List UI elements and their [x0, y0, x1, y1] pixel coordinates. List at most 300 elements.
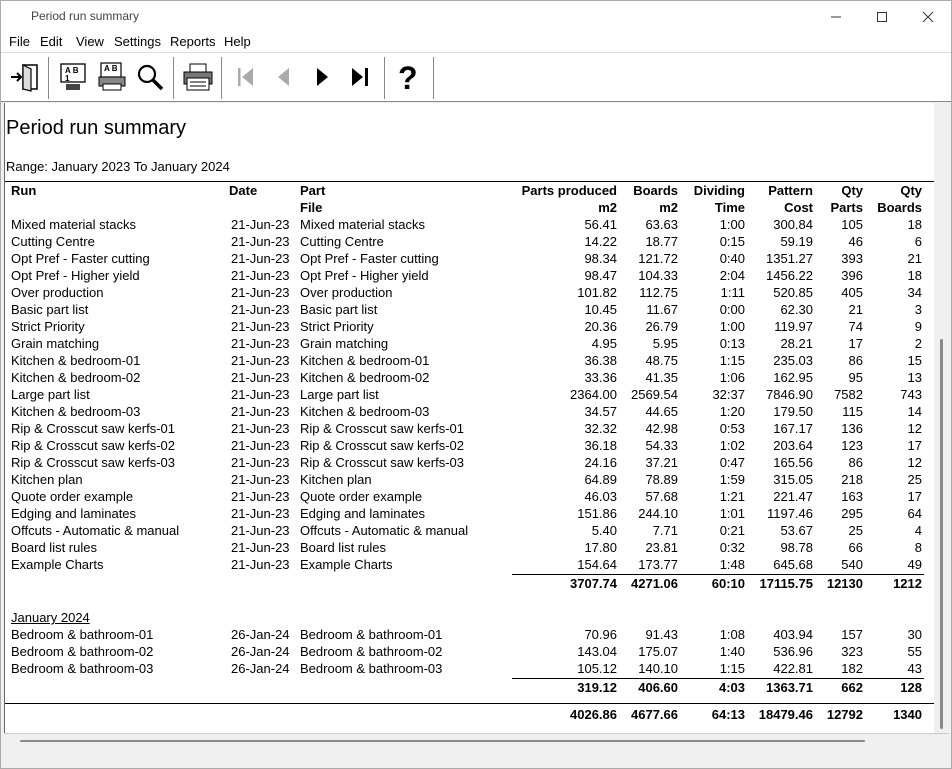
- zoom-icon: [135, 62, 165, 92]
- cell-date: 21-Jun-23: [231, 506, 290, 521]
- maximize-button[interactable]: [859, 1, 905, 32]
- minimize-button[interactable]: [813, 1, 859, 32]
- window-title: Period run summary: [31, 9, 140, 23]
- header-run: Run: [11, 183, 37, 198]
- cell-boards: 26.79: [645, 319, 678, 334]
- cell-qparts: 95: [848, 370, 863, 385]
- cell-parts: 151.86: [577, 506, 617, 521]
- cell-date: 21-Jun-23: [231, 336, 290, 351]
- menu-bar: [1, 32, 951, 53]
- cell-qboards: 43: [907, 661, 922, 676]
- cell-qboards: 9: [914, 319, 922, 334]
- cell-boards: 37.21: [645, 455, 678, 470]
- cell-qboards: 30: [907, 627, 922, 642]
- header-qty-parts: Qty: [841, 183, 863, 198]
- cell-qboards: 17: [907, 438, 922, 453]
- cell-part: Bedroom & bathroom-02: [300, 644, 443, 659]
- cell-run: Grain matching: [11, 336, 100, 351]
- cell-date: 21-Jun-23: [231, 319, 290, 334]
- cell-run: Edging and laminates: [11, 506, 137, 521]
- total-boards: 4677.66: [631, 707, 678, 722]
- printer-icon: [182, 62, 214, 92]
- menu-file[interactable]: File: [9, 34, 30, 49]
- zoom-button[interactable]: [133, 59, 167, 95]
- total-cost: 17115.75: [759, 576, 813, 591]
- cell-time: 1:21: [719, 489, 745, 504]
- cell-run: Bedroom & bathroom-02: [11, 644, 154, 659]
- cell-date: 26-Jan-24: [231, 644, 290, 659]
- cell-cost: 162.95: [773, 370, 813, 385]
- cell-parts: 20.36: [584, 319, 617, 334]
- cell-qparts: 123: [841, 438, 863, 453]
- cell-time: 0:53: [719, 421, 745, 436]
- cell-part: Cutting Centre: [300, 234, 384, 249]
- cell-run: Mixed material stacks: [11, 217, 136, 232]
- cell-date: 26-Jan-24: [231, 661, 290, 676]
- toolbar-separator: [173, 57, 174, 99]
- menu-help[interactable]: Help: [224, 34, 251, 49]
- cell-cost: 1456.22: [766, 268, 813, 283]
- cell-time: 1:00: [719, 319, 745, 334]
- cell-part: Bedroom & bathroom-03: [300, 661, 443, 676]
- svg-text:A B: A B: [65, 66, 79, 75]
- cell-boards: 7.71: [652, 523, 678, 538]
- cell-qparts: 136: [841, 421, 863, 436]
- print-preview-icon: [58, 62, 88, 92]
- toolbar-separator: [221, 57, 222, 99]
- cell-parts: 2364.00: [570, 387, 617, 402]
- total-parts: 4026.86: [570, 707, 617, 722]
- cell-cost: 403.94: [773, 627, 813, 642]
- cell-cost: 235.03: [773, 353, 813, 368]
- total-qboards: 128: [900, 680, 922, 695]
- print-button[interactable]: [181, 59, 215, 95]
- cell-parts: 36.18: [584, 438, 617, 453]
- cell-qparts: 540: [841, 557, 863, 572]
- cell-qparts: 66: [848, 540, 863, 555]
- total-qboards: 1212: [893, 576, 922, 591]
- cell-qparts: 218: [841, 472, 863, 487]
- cell-time: 1:08: [719, 627, 745, 642]
- header-pattern: Pattern: [768, 183, 813, 198]
- cell-time: 0:13: [719, 336, 745, 351]
- cell-parts: 154.64: [577, 557, 617, 572]
- cell-qboards: 64: [907, 506, 922, 521]
- cell-qboards: 3: [914, 302, 922, 317]
- cell-parts: 4.95: [591, 336, 617, 351]
- cell-qboards: 4: [914, 523, 922, 538]
- cell-run: Board list rules: [11, 540, 97, 555]
- next-page-button[interactable]: [305, 59, 339, 95]
- total-qparts: 662: [841, 680, 863, 695]
- cell-qparts: 7582: [834, 387, 863, 402]
- cell-time: 2:04: [719, 268, 745, 283]
- total-time: 60:10: [711, 576, 745, 591]
- cell-qparts: 46: [848, 234, 863, 249]
- cell-date: 21-Jun-23: [231, 353, 290, 368]
- header-date: Date: [229, 183, 258, 198]
- grand-total-rule: [5, 703, 934, 704]
- cell-run: Rip & Crosscut saw kerfs-01: [11, 421, 175, 436]
- cell-cost: 422.81: [773, 661, 813, 676]
- vertical-scroll-thumb[interactable]: [940, 339, 943, 729]
- cell-run: Opt Pref - Higher yield: [11, 268, 140, 283]
- cell-qboards: 34: [907, 285, 922, 300]
- cell-parts: 10.45: [584, 302, 617, 317]
- header-parts-unit: m2: [598, 200, 617, 215]
- cell-cost: 165.56: [773, 455, 813, 470]
- cell-qparts: 396: [841, 268, 863, 283]
- cell-date: 21-Jun-23: [231, 285, 290, 300]
- help-button[interactable]: [391, 59, 425, 95]
- cell-qparts: 21: [848, 302, 863, 317]
- cell-part: Offcuts - Automatic & manual: [300, 523, 469, 538]
- total-parts: 319.12: [577, 680, 617, 695]
- cell-run: Rip & Crosscut saw kerfs-02: [11, 438, 175, 453]
- cell-qboards: 15: [907, 353, 922, 368]
- cell-parts: 46.03: [584, 489, 617, 504]
- header-boards-unit: m2: [659, 200, 678, 215]
- last-page-button[interactable]: [344, 59, 378, 95]
- menu-view[interactable]: View: [76, 34, 104, 49]
- cell-qparts: 86: [848, 353, 863, 368]
- total-cost: 18479.46: [758, 707, 813, 722]
- cell-date: 21-Jun-23: [231, 234, 290, 249]
- cell-parts: 70.96: [584, 627, 617, 642]
- cell-date: 21-Jun-23: [231, 387, 290, 402]
- cell-part: Kitchen plan: [300, 472, 372, 487]
- cell-qboards: 25: [907, 472, 922, 487]
- cell-date: 21-Jun-23: [231, 370, 290, 385]
- cell-part: Rip & Crosscut saw kerfs-03: [300, 455, 464, 470]
- toolbar: [1, 53, 951, 102]
- cell-cost: 167.17: [773, 421, 813, 436]
- cell-parts: 24.16: [584, 455, 617, 470]
- horizontal-scrollbar[interactable]: [4, 733, 949, 749]
- cell-boards: 104.33: [638, 268, 678, 283]
- cell-qparts: 157: [841, 627, 863, 642]
- cell-qparts: 105: [841, 217, 863, 232]
- cell-part: Grain matching: [300, 336, 389, 351]
- exit-icon: [9, 62, 41, 92]
- toolbar-separator: [384, 57, 385, 99]
- cell-cost: 119.97: [774, 319, 813, 334]
- cell-boards: 5.95: [652, 336, 678, 351]
- cell-run: Over production: [11, 285, 104, 300]
- horizontal-scroll-thumb[interactable]: [20, 740, 865, 742]
- cell-cost: 315.05: [773, 472, 813, 487]
- cell-date: 21-Jun-23: [231, 421, 290, 436]
- cell-parts: 143.04: [577, 644, 617, 659]
- cell-qparts: 182: [841, 661, 863, 676]
- cell-boards: 48.75: [645, 353, 678, 368]
- cell-parts: 32.32: [584, 421, 617, 436]
- cell-date: 21-Jun-23: [231, 438, 290, 453]
- cell-boards: 91.43: [645, 627, 678, 642]
- cell-qboards: 21: [907, 251, 922, 266]
- cell-parts: 105.12: [577, 661, 617, 676]
- cell-parts: 33.36: [584, 370, 617, 385]
- report-title: Period run summary: [6, 117, 187, 139]
- minimize-icon: [830, 11, 842, 23]
- toolbar-separator: [433, 57, 434, 99]
- cell-part: Opt Pref - Faster cutting: [300, 251, 439, 266]
- cell-boards: 11.67: [646, 302, 678, 317]
- svg-text:1: 1: [65, 74, 70, 83]
- total-qboards: 1340: [893, 707, 922, 722]
- cell-boards: 112.75: [639, 285, 678, 300]
- cell-cost: 7846.90: [766, 387, 813, 402]
- cell-cost: 221.47: [773, 489, 813, 504]
- cell-part: Quote order example: [300, 489, 423, 504]
- cell-run: Strict Priority: [11, 319, 85, 334]
- first-page-button[interactable]: [229, 59, 263, 95]
- cell-qboards: 8: [914, 540, 922, 555]
- cell-run: Kitchen plan: [11, 472, 83, 487]
- cell-boards: 78.89: [645, 472, 678, 487]
- cell-qboards: 49: [907, 557, 922, 572]
- cell-run: Large part list: [11, 387, 90, 402]
- cell-boards: 2569.54: [631, 387, 678, 402]
- group2-label: January 2024: [11, 610, 90, 625]
- previous-page-icon: [271, 64, 297, 90]
- cell-part: Over production: [300, 285, 393, 300]
- cell-time: 0:47: [719, 455, 745, 470]
- cell-part: Kitchen & bedroom-02: [300, 370, 430, 385]
- cell-qboards: 18: [907, 217, 922, 232]
- cell-part: Rip & Crosscut saw kerfs-01: [300, 421, 464, 436]
- cell-part: Bedroom & bathroom-01: [300, 627, 443, 642]
- cell-part: Basic part list: [300, 302, 378, 317]
- cell-qparts: 323: [841, 644, 863, 659]
- cell-boards: 42.98: [645, 421, 678, 436]
- cell-boards: 44.65: [645, 404, 678, 419]
- first-page-icon: [233, 64, 259, 90]
- help-icon: [393, 60, 423, 94]
- cell-qparts: 163: [841, 489, 863, 504]
- print-setup-icon: [97, 62, 127, 92]
- menu-reports[interactable]: Reports: [170, 34, 216, 49]
- total-parts: 3707.74: [570, 576, 617, 591]
- cell-cost: 536.96: [773, 644, 813, 659]
- svg-text:A B: A B: [104, 64, 118, 73]
- cell-time: 0:32: [719, 540, 745, 555]
- cell-time: 0:21: [719, 523, 745, 538]
- cell-qparts: 115: [842, 404, 863, 419]
- last-page-icon: [348, 64, 374, 90]
- toolbar-separator: [48, 57, 49, 99]
- header-qty-boards: Qty: [900, 183, 922, 198]
- cell-qboards: 17: [907, 489, 922, 504]
- cell-part: Board list rules: [300, 540, 386, 555]
- cell-time: 1:00: [719, 217, 745, 232]
- print-setup-button[interactable]: [95, 59, 129, 95]
- cell-boards: 41.35: [645, 370, 678, 385]
- cell-run: Bedroom & bathroom-03: [11, 661, 154, 676]
- cell-part: Kitchen & bedroom-01: [300, 353, 430, 368]
- cell-part: Mixed material stacks: [300, 217, 425, 232]
- cell-time: 1:01: [719, 506, 745, 521]
- previous-page-button[interactable]: [267, 59, 301, 95]
- total-time: 4:03: [718, 680, 745, 695]
- cell-cost: 520.85: [773, 285, 813, 300]
- cell-parts: 17.80: [584, 540, 617, 555]
- cell-boards: 244.10: [638, 506, 678, 521]
- cell-date: 21-Jun-23: [231, 217, 290, 232]
- cell-boards: 23.81: [645, 540, 678, 555]
- cell-boards: 140.10: [638, 661, 678, 676]
- cell-date: 21-Jun-23: [231, 472, 290, 487]
- header-boards-count: Boards: [877, 200, 922, 215]
- cell-date: 21-Jun-23: [231, 302, 290, 317]
- next-page-icon: [309, 64, 335, 90]
- total-boards: 4271.06: [631, 576, 678, 591]
- cell-run: Kitchen & bedroom-02: [11, 370, 141, 385]
- cell-qparts: 74: [848, 319, 863, 334]
- cell-run: Kitchen & bedroom-03: [11, 404, 141, 419]
- cell-time: 1:20: [719, 404, 745, 419]
- cell-run: Kitchen & bedroom-01: [11, 353, 141, 368]
- cell-qboards: 12: [907, 421, 922, 436]
- cell-cost: 53.67: [780, 523, 813, 538]
- cell-qboards: 18: [907, 268, 922, 283]
- cell-cost: 59.19: [780, 234, 813, 249]
- cell-date: 21-Jun-23: [231, 523, 290, 538]
- cell-qboards: 14: [907, 404, 922, 419]
- header-time: Time: [714, 200, 745, 215]
- cell-date: 21-Jun-23: [231, 251, 290, 266]
- cell-boards: 57.68: [645, 489, 678, 504]
- cell-part: Large part list: [300, 387, 379, 402]
- close-button[interactable]: [905, 1, 951, 32]
- cell-time: 0:00: [719, 302, 745, 317]
- cell-part: Opt Pref - Higher yield: [300, 268, 429, 283]
- cell-qparts: 393: [841, 251, 863, 266]
- exit-button[interactable]: [8, 59, 42, 95]
- cell-run: Offcuts - Automatic & manual: [11, 523, 180, 538]
- cell-time: 1:15: [719, 661, 745, 676]
- total-time: 64:13: [711, 707, 745, 722]
- header-cost: Cost: [784, 200, 813, 215]
- cell-run: Rip & Crosscut saw kerfs-03: [11, 455, 175, 470]
- cell-date: 21-Jun-23: [231, 404, 290, 419]
- cell-qparts: 25: [848, 523, 863, 538]
- cell-time: 1:59: [719, 472, 745, 487]
- cell-cost: 62.30: [780, 302, 813, 317]
- cell-run: Opt Pref - Faster cutting: [11, 251, 150, 266]
- cell-date: 21-Jun-23: [231, 540, 290, 555]
- maximize-icon: [876, 11, 888, 23]
- cell-parts: 98.34: [584, 251, 617, 266]
- cell-time: 32:37: [712, 387, 745, 402]
- cell-qboards: 6: [914, 234, 922, 249]
- header-parts-produced: Parts produced: [521, 183, 617, 198]
- header-file: File: [300, 200, 323, 215]
- cell-time: 1:06: [719, 370, 745, 385]
- cell-cost: 300.84: [773, 217, 813, 232]
- cell-part: Edging and laminates: [300, 506, 426, 521]
- report-range: Range: January 2023 To January 2024: [6, 159, 230, 174]
- cell-cost: 179.50: [773, 404, 813, 419]
- cell-qboards: 55: [907, 644, 922, 659]
- cell-boards: 54.33: [645, 438, 678, 453]
- cell-part: Example Charts: [300, 557, 393, 572]
- cell-run: Bedroom & bathroom-01: [11, 627, 154, 642]
- svg-text:?: ?: [398, 60, 418, 94]
- total-qparts: 12130: [826, 576, 863, 591]
- cell-time: 1:15: [719, 353, 745, 368]
- cell-time: 1:48: [719, 557, 745, 572]
- cell-parts: 64.89: [584, 472, 617, 487]
- header-part: Part: [300, 183, 326, 198]
- cell-parts: 14.22: [584, 234, 617, 249]
- print-preview-button[interactable]: [56, 59, 90, 95]
- total-qparts: 12792: [826, 707, 863, 722]
- title-bar: [1, 1, 951, 32]
- cell-cost: 1351.27: [766, 251, 813, 266]
- cell-parts: 5.40: [591, 523, 617, 538]
- close-icon: [922, 11, 934, 23]
- cell-date: 21-Jun-23: [231, 268, 290, 283]
- cell-part: Kitchen & bedroom-03: [300, 404, 430, 419]
- menu-edit[interactable]: Edit: [40, 34, 63, 49]
- cell-cost: 1197.46: [766, 506, 813, 521]
- cell-cost: 28.21: [780, 336, 813, 351]
- cell-qboards: 12: [907, 455, 922, 470]
- cell-cost: 203.64: [773, 438, 813, 453]
- cell-qparts: 86: [848, 455, 863, 470]
- cell-part: Strict Priority: [300, 319, 374, 334]
- header-boards: Boards: [633, 183, 678, 198]
- cell-date: 21-Jun-23: [231, 455, 290, 470]
- cell-run: Example Charts: [11, 557, 104, 572]
- cell-boards: 175.07: [638, 644, 678, 659]
- cell-parts: 101.82: [577, 285, 617, 300]
- cell-time: 1:02: [719, 438, 745, 453]
- cell-date: 21-Jun-23: [231, 557, 290, 572]
- cell-boards: 121.72: [638, 251, 678, 266]
- cell-qparts: 17: [848, 336, 863, 351]
- cell-boards: 63.63: [645, 217, 678, 232]
- cell-date: 21-Jun-23: [231, 489, 290, 504]
- cell-parts: 36.38: [584, 353, 617, 368]
- total-boards: 406.60: [638, 680, 678, 695]
- report-view: [4, 103, 934, 733]
- cell-time: 1:11: [720, 285, 745, 300]
- cell-qparts: 295: [841, 506, 863, 521]
- cell-parts: 56.41: [584, 217, 617, 232]
- cell-cost: 98.78: [780, 540, 813, 555]
- cell-time: 0:40: [719, 251, 745, 266]
- cell-boards: 18.77: [645, 234, 678, 249]
- cell-time: 0:15: [719, 234, 745, 249]
- cell-run: Basic part list: [11, 302, 89, 317]
- cell-qparts: 405: [841, 285, 863, 300]
- cell-run: Quote order example: [11, 489, 134, 504]
- cell-run: Cutting Centre: [11, 234, 95, 249]
- header-dividing: Dividing: [693, 183, 745, 198]
- menu-settings[interactable]: Settings: [114, 34, 161, 49]
- cell-qboards: 2: [914, 336, 922, 351]
- cell-boards: 173.77: [638, 557, 678, 572]
- cell-parts: 34.57: [584, 404, 617, 419]
- total-cost: 1363.71: [766, 680, 813, 695]
- cell-part: Rip & Crosscut saw kerfs-02: [300, 438, 464, 453]
- vertical-scrollbar[interactable]: [934, 103, 949, 733]
- cell-parts: 98.47: [584, 268, 617, 283]
- cell-qboards: 13: [907, 370, 922, 385]
- cell-time: 1:40: [719, 644, 745, 659]
